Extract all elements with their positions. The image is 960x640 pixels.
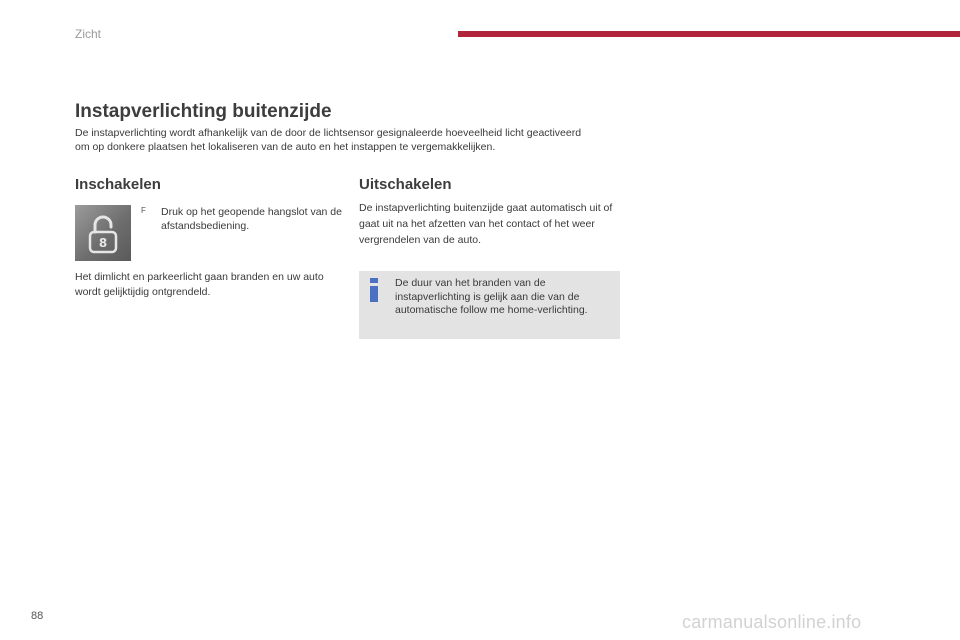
step-instruction: Druk op het geopende hangslot van de afstandsbediening. [161,206,342,232]
switch-off-body: De instapverlichting buitenzijde gaat automatisch uit of gaat uit na het afzetten van het contact of het weer vergrendelen van de auto. [359,202,613,246]
info-icon [368,278,380,302]
intro-paragraph: De instapverlichting wordt afhankelijk van de door de lichtsensor gesignaleerde hoeveelheid licht geactiveerd om op donkere plaatsen het lokaliseren van de auto en het instappen te vergemakkelijken. [75,127,582,153]
step-marker: F [141,206,146,215]
switch-off-heading: Uitschakelen [359,176,452,193]
switch-on-body: Het dimlicht en parkeerlicht gaan branden en uw auto wordt gelijktijdig ontgrendeld. [75,271,324,298]
page-number: 88 [31,610,44,622]
svg-text:8: 8 [98,236,108,250]
section-label: Zicht [75,27,102,41]
header-accent-bar [458,31,960,37]
page-title: Instapverlichting buitenzijde [75,101,332,122]
info-box [359,271,620,339]
open-padlock-icon [75,205,131,261]
remote-key-image [75,205,131,261]
info-text: De duur van het branden van de instapverlichting is gelijk aan die van de automatische follow me home-verlichting. [395,277,588,316]
switch-on-heading: Inschakelen [75,176,161,193]
watermark: carmanualsonline.info [682,612,862,632]
